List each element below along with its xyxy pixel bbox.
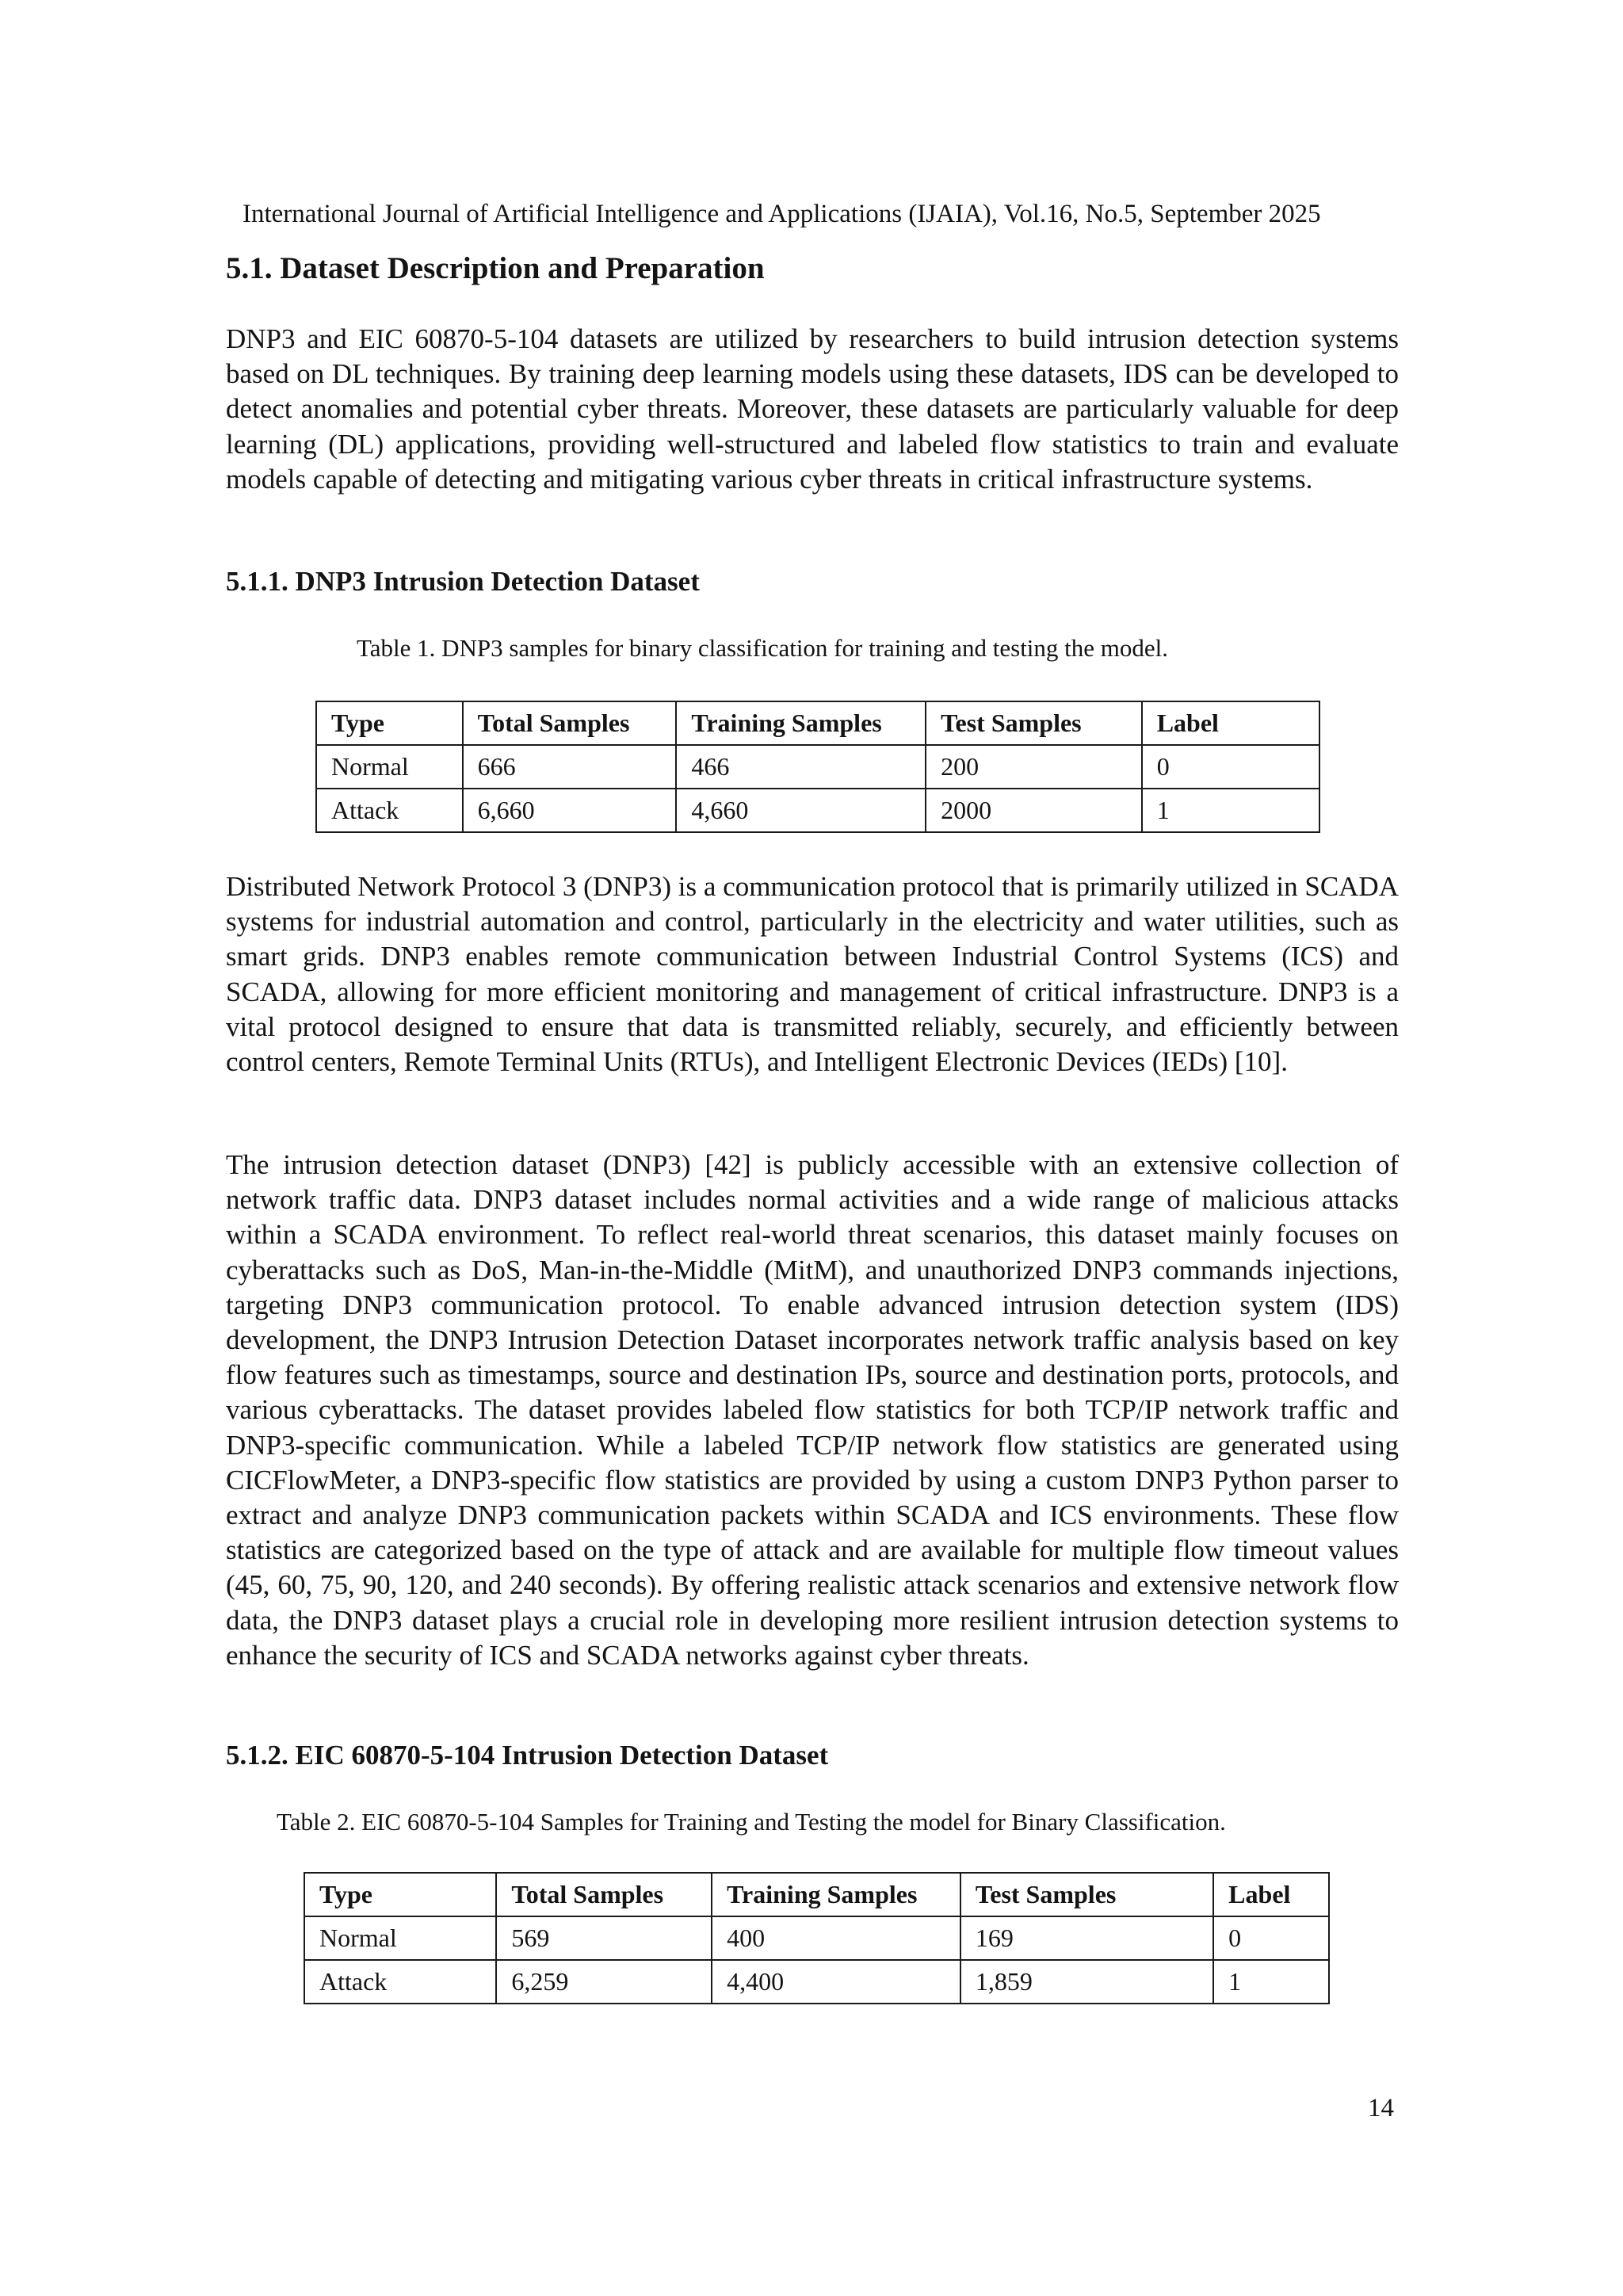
running-header: International Journal of Artificial Intelligence and Applications (IJAIA), Vol.16, No.5, September 2025 bbox=[242, 200, 1321, 228]
table-cell: 1,859 bbox=[960, 1960, 1213, 2004]
table-1-col-training: Training Samples bbox=[676, 701, 926, 745]
intro-paragraph: DNP3 and EIC 60870-5-104 datasets are utilized by researchers to build intrusion detection systems based on DL techniques. By training deep learning models using these datasets, IDS can be developed to detect anomalies and potential cyber threats. Moreover, these datasets are particularly valuable for deep learning (DL) applications, providing well-structured and labeled flow statistics to train and evaluate models capable of detecting and mitigating various cyber threats in critical infrastructure systems. bbox=[226, 323, 1399, 495]
table-2 bbox=[304, 1872, 1330, 2004]
section-title: 5.1. Dataset Description and Preparation bbox=[226, 251, 765, 285]
table-cell: 4,400 bbox=[712, 1960, 960, 2004]
subsection-2-title: 5.1.2. EIC 60870-5-104 Intrusion Detection Dataset bbox=[226, 1740, 829, 1771]
table-1-header-row bbox=[316, 701, 1319, 745]
table-cell: 400 bbox=[712, 1916, 960, 1960]
table-cell: 169 bbox=[960, 1916, 1213, 1960]
table-cell: 666 bbox=[463, 745, 677, 789]
table-row bbox=[316, 745, 1319, 789]
table-cell: 4,660 bbox=[676, 789, 926, 832]
table-cell: 2000 bbox=[926, 789, 1142, 832]
subsection-1-title: 5.1.1. DNP3 Intrusion Detection Dataset bbox=[226, 566, 700, 597]
table-1-col-type: Type bbox=[316, 701, 463, 745]
table-cell: 569 bbox=[496, 1916, 712, 1960]
table-cell: 0 bbox=[1213, 1916, 1329, 1960]
table-cell: Normal bbox=[304, 1916, 496, 1960]
table-cell: Normal bbox=[316, 745, 463, 789]
table-row bbox=[304, 1916, 1329, 1960]
table-2-caption: Table 2. EIC 60870-5-104 Samples for Training and Testing the model for Binary Classification. bbox=[277, 1808, 1226, 1836]
table-2-col-type: Type bbox=[304, 1873, 496, 1916]
table-1-caption: Table 1. DNP3 samples for binary classification for training and testing the model. bbox=[357, 634, 1169, 662]
dnp3-protocol-paragraph: Distributed Network Protocol 3 (DNP3) is a communication protocol that is primarily utilized in SCADA systems for industrial automation and control, particularly in the electricity and water utilities, such as smart grids. DNP3 enables remote communication between Industrial Control Systems (ICS) and SCADA, allowing for more efficient monitoring and management of critical infrastructure. DNP3 is a vital protocol designed to ensure that data is transmitted reliably, securely, and efficiently between control centers, Remote Terminal Units (RTUs), and Intelligent Electronic Devices (IEDs) [10]. bbox=[226, 871, 1399, 1078]
table-cell: 6,660 bbox=[463, 789, 677, 832]
table-row bbox=[304, 1960, 1329, 2004]
table-2-col-total: Total Samples bbox=[496, 1873, 712, 1916]
table-1 bbox=[315, 701, 1320, 833]
table-row bbox=[316, 789, 1319, 832]
table-1-col-label: Label bbox=[1142, 701, 1319, 745]
table-cell: 0 bbox=[1142, 745, 1319, 789]
table-cell: 6,259 bbox=[496, 1960, 712, 2004]
table-1-col-total: Total Samples bbox=[463, 701, 677, 745]
page-number: 14 bbox=[1368, 2094, 1394, 2122]
table-cell: 466 bbox=[676, 745, 926, 789]
table-cell: 200 bbox=[926, 745, 1142, 789]
table-2-col-test: Test Samples bbox=[960, 1873, 1213, 1916]
table-2-col-label: Label bbox=[1213, 1873, 1329, 1916]
table-cell: 1 bbox=[1213, 1960, 1329, 2004]
table-2-header-row bbox=[304, 1873, 1329, 1916]
table-2-col-training: Training Samples bbox=[712, 1873, 960, 1916]
dnp3-dataset-paragraph: The intrusion detection dataset (DNP3) [42] is publicly accessible with an extensive collection of network traffic data. DNP3 dataset includes normal activities and a wide range of malicious attacks within a SCADA environment. To reflect real-world threat scenarios, this dataset mainly focuses on cyberattacks such as DoS, Man-in-the-Middle (MitM), and unauthorized DNP3 commands injections, targeting DNP3 communication protocol. To enable advanced intrusion detection system (IDS) development, the DNP3 Intrusion Detection Dataset incorporates network traffic analysis based on key flow features such as timestamps, source and destination IPs, source and destination ports, protocols, and various cyberattacks. The dataset provides labeled flow statistics for both TCP/IP network traffic and DNP3-specific communication. While a labeled TCP/IP network flow statistics are generated using CICFlowMeter, a DNP3-specific flow statistics are provided by using a custom DNP3 Python parser to extract and analyze DNP3 communication packets within SCADA and ICS environments. These flow statistics are categorized based on the type of attack and are available for multiple flow timeout values (45, 60, 75, 90, 120, and 240 seconds). By offering realistic attack scenarios and extensive network flow data, the DNP3 dataset plays a crucial role in developing more resilient intrusion detection systems to enhance the security of ICS and SCADA networks against cyber threats. bbox=[226, 1149, 1399, 1671]
table-cell: Attack bbox=[304, 1960, 496, 2004]
table-cell: Attack bbox=[316, 789, 463, 832]
table-1-col-test: Test Samples bbox=[926, 701, 1142, 745]
table-cell: 1 bbox=[1142, 789, 1319, 832]
